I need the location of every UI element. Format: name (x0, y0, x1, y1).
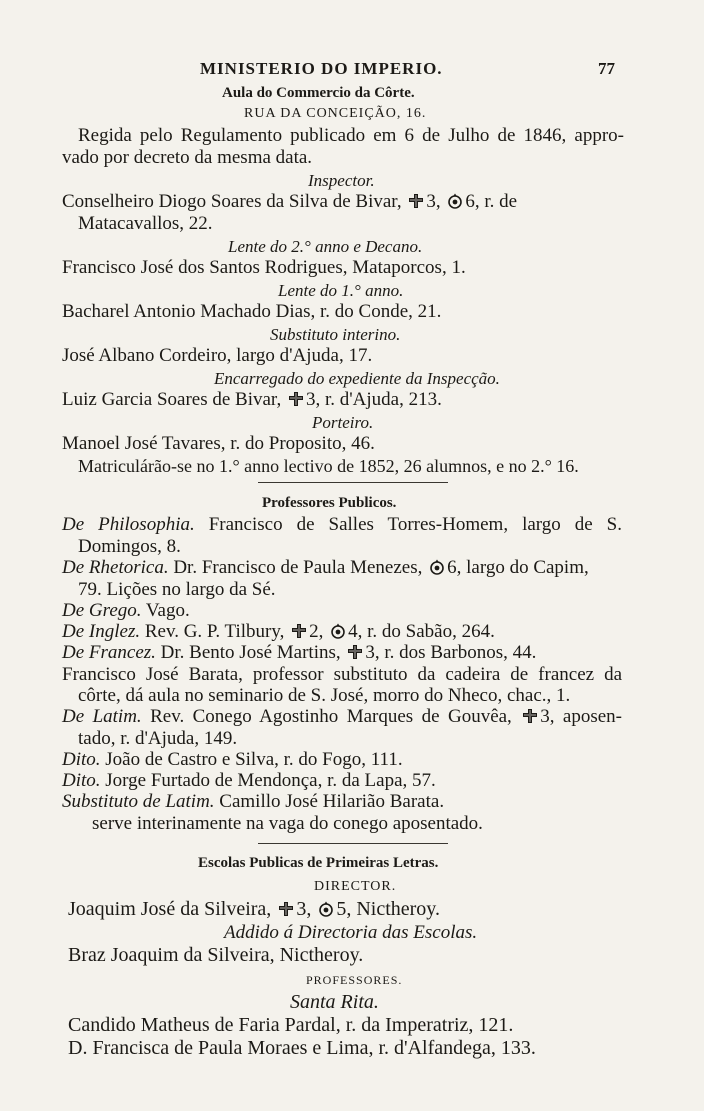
director-name: Joaquim José da Silveira, (68, 898, 272, 920)
director-cross-grade: 3, (296, 898, 312, 920)
encarregado-name: Luiz Garcia Soares de Bivar, (62, 389, 282, 410)
philosophia-text: Francisco de Salles Torres-Homem, largo de S. (208, 514, 623, 535)
cross-order-icon (288, 391, 304, 407)
francez-detail: 3, r. dos Barbonos, 44. (365, 642, 537, 663)
inspector-rose-grade: 6, r. de (465, 191, 518, 212)
philosophia-entry (62, 514, 622, 536)
latim-cont: tado, r. d'Ajuda, 149. (78, 728, 238, 749)
lente2-entry: Francisco José dos Santos Rodrigues, Mataporcos, 1. (62, 257, 466, 278)
inglez-name: Rev. G. P. Tilbury, (144, 621, 285, 642)
section-title-professores: Professores Publicos. (262, 495, 397, 511)
francez-entry (62, 642, 536, 664)
director-detail: 5, Nictheroy. (336, 898, 440, 920)
latim-detail: 3, aposen- (540, 706, 622, 727)
cross-order-icon (408, 193, 424, 209)
section-title-escolas: Escolas Publicas de Primeiras Letras. (198, 855, 439, 871)
cross-order-icon (347, 644, 363, 660)
substituto-latim-subject: Substituto de Latim. (62, 791, 215, 812)
dito2-subject: Dito. (62, 770, 101, 791)
rhetorica-name: Dr. Francisco de Paula Menezes, (173, 557, 423, 578)
latim-entry (62, 706, 622, 728)
inspector-cross-grade: 3, (426, 191, 441, 212)
inspector-entry (62, 191, 622, 213)
grego-entry (62, 600, 190, 622)
divider (258, 482, 448, 483)
rhetorica-entry (62, 557, 622, 579)
santa-rita-heading: Santa Rita. (290, 991, 379, 1013)
latim-subject: De Latim. (62, 706, 142, 727)
latim-name: Rev. Conego Agostinho Marques de Gouvêa, (150, 706, 512, 727)
rose-order-icon (318, 901, 334, 917)
dito1-subject: Dito. (62, 749, 101, 770)
substituto-latim-entry (62, 791, 444, 813)
barata-cont: côrte, dá aula no seminario de S. José, morro do Nheco, chac., 1. (78, 685, 571, 706)
director-heading: DIRECTOR. (314, 879, 397, 894)
substituto-heading: Substituto interino. (270, 325, 401, 344)
candido-entry: Candido Matheus de Faria Pardal, r. da Imperatriz, 121. (68, 1014, 514, 1036)
aula-address: RUA DA CONCEIÇÃO, 16. (244, 106, 427, 121)
barata-entry: Francisco José Barata, professor substituto da cadeira de francez da (62, 664, 622, 685)
inglez-detail: 4, r. do Sabão, 264. (348, 621, 495, 642)
inglez-entry (62, 621, 495, 643)
inspector-name: Conselheiro Diogo Soares da Silva de Bivar, (62, 191, 402, 212)
inspector-heading: Inspector. (308, 171, 375, 190)
cross-order-icon (522, 708, 538, 724)
rhetorica-cont: 79. Lições no largo da Sé. (78, 579, 276, 600)
lente2-heading: Lente do 2.° anno e Decano. (228, 237, 423, 256)
rose-order-icon (429, 559, 445, 575)
encarregado-heading: Encarregado do expediente da Inspecção. (214, 369, 500, 388)
dito1-text: João de Castro e Silva, r. do Fogo, 111. (105, 749, 403, 770)
inglez-cross-grade: 2, (309, 621, 324, 642)
addido-entry: Braz Joaquim da Silveira, Nictheroy. (68, 944, 364, 966)
lente1-heading: Lente do 1.° anno. (278, 281, 404, 300)
francisca-entry: D. Francisca de Paula Moraes e Lima, r. d'Alfandega, 133. (68, 1037, 536, 1059)
rhetorica-subject: De Rhetorica. (62, 557, 169, 578)
substituto-latim-cont: serve interinamente na vaga do conego aposentado. (92, 813, 483, 834)
encarregado-entry (62, 389, 442, 411)
rhetorica-detail: 6, largo do Capim, (447, 557, 589, 578)
inglez-subject: De Inglez. (62, 621, 141, 642)
aula-regulation-line2: vado por decreto da mesma data. (62, 147, 313, 168)
rose-order-icon (447, 193, 463, 209)
dito2-entry (62, 770, 436, 792)
philosophia-subject: De Philosophia. (62, 514, 195, 535)
running-title: MINISTERIO DO IMPERIO. (200, 59, 443, 78)
rose-order-icon (330, 623, 346, 639)
encarregado-detail: 3, r. d'Ajuda, 213. (305, 389, 442, 410)
substituto-entry: José Albano Cordeiro, largo d'Ajuda, 17. (62, 345, 373, 366)
dito2-text: Jorge Furtado de Mendonça, r. da Lapa, 57. (105, 770, 436, 791)
inspector-address: Matacavallos, 22. (78, 213, 213, 234)
cross-order-icon (278, 901, 294, 917)
divider (258, 843, 448, 844)
porteiro-entry: Manoel José Tavares, r. do Proposito, 46. (62, 433, 375, 454)
section-title-aula: Aula do Commercio da Côrte. (222, 85, 415, 101)
professores-heading: PROFESSORES. (306, 973, 403, 987)
addido-heading: Addido á Directoria das Escolas. (224, 922, 478, 943)
philosophia-cont: Domingos, 8. (78, 536, 181, 557)
francez-name: Dr. Bento José Martins, (160, 642, 341, 663)
dito1-entry (62, 749, 403, 771)
porteiro-heading: Porteiro. (312, 413, 374, 432)
director-entry (68, 898, 440, 920)
lente1-entry: Bacharel Antonio Machado Dias, r. do Conde, 21. (62, 301, 442, 322)
francez-subject: De Francez. (62, 642, 156, 663)
grego-subject: De Grego. (62, 600, 142, 621)
substituto-latim-name: Camillo José Hilarião Barata. (219, 791, 445, 812)
matricula-note: Matriculárão-se no 1.° anno lectivo de 1852, 26 alumnos, e no 2.° 16. (78, 456, 579, 476)
grego-text: Vago. (145, 600, 190, 621)
page-number: 77 (598, 59, 615, 78)
cross-order-icon (291, 623, 307, 639)
aula-regulation-line1: Regida pelo Regulamento publicado em 6 de Julho de 1846, appro- (78, 125, 624, 146)
